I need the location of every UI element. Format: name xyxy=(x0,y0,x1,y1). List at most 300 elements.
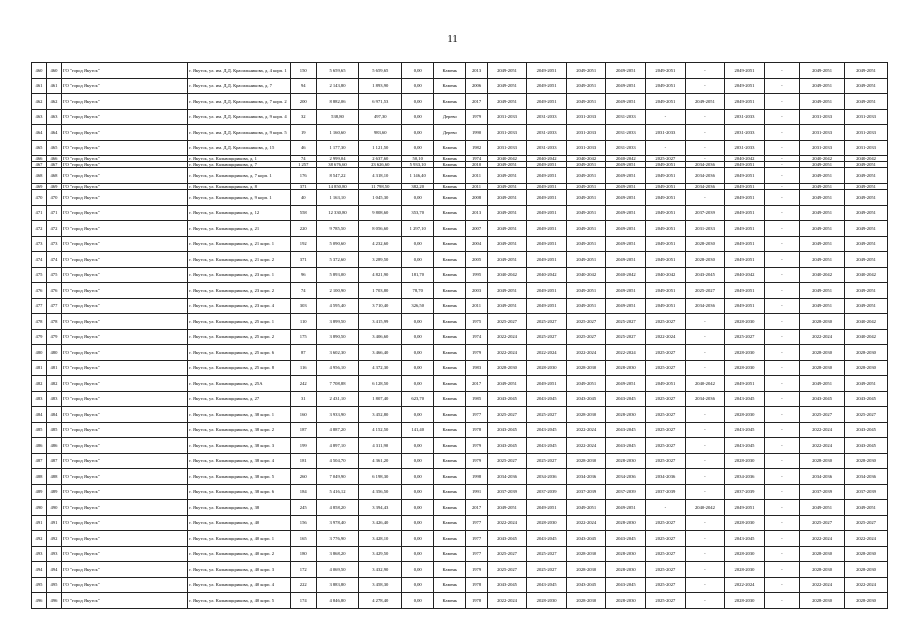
nonresidential-area-cell: 0,00 xyxy=(402,140,434,156)
address-cell: г. Якутск, ул. им. Д.Д. Красильникова, д. 7 xyxy=(188,78,291,94)
address-cell: г. Якутск, ул. Кальвицкрикова, д. 25 корп. 6 xyxy=(188,345,291,361)
term-9-cell: 2028-2030 xyxy=(800,453,845,469)
municipality-cell: ГО "город Якутск" xyxy=(61,252,187,268)
term-2-cell: 2049-2051 xyxy=(527,283,567,299)
term-3-cell: 2022-2024 xyxy=(566,345,606,361)
row-number-cell: 461 xyxy=(32,78,47,94)
nonresidential-area-cell: 0,00 xyxy=(402,577,434,593)
term-4-cell: 2040-2042 xyxy=(606,267,646,283)
row-number-cell: 463 xyxy=(32,109,47,125)
table-row xyxy=(32,562,888,578)
municipality-cell: ГО "город Якутск" xyxy=(61,190,187,206)
build-year-cell: 2017 xyxy=(466,500,487,516)
term-1-cell: 2034-2036 xyxy=(487,469,527,485)
row-number-cell: 495 xyxy=(32,577,47,593)
residents-cell: 242 xyxy=(290,376,316,392)
term-7-cell: 2031-2033 xyxy=(725,140,765,156)
term-10-cell: 2031-2033 xyxy=(845,109,888,125)
term-5-cell: 2022-2024 xyxy=(646,329,686,345)
term-1-cell: 2025-2027 xyxy=(487,314,527,330)
build-year-cell: 1978 xyxy=(466,593,487,609)
wall-material-cell: Камень xyxy=(434,298,466,314)
total-area-cell: 9 785,50 xyxy=(316,221,359,237)
term-4-cell: 2043-2045 xyxy=(606,577,646,593)
term-7-cell: 2043-2045 xyxy=(725,531,765,547)
row-number-cell: 494 xyxy=(32,562,47,578)
term-3-cell: 2028-2030 xyxy=(566,562,606,578)
wall-material-cell: Камень xyxy=(434,577,466,593)
table-row xyxy=(32,484,888,500)
municipality-cell: ГО "город Якутск" xyxy=(61,391,187,407)
table-row xyxy=(32,438,888,454)
wall-material-cell: Камень xyxy=(434,329,466,345)
nonresidential-area-cell: 0,00 xyxy=(402,407,434,423)
build-year-cell: 2003 xyxy=(466,283,487,299)
municipality-cell: ГО "город Якутск" xyxy=(61,94,187,110)
term-7-cell: 2049-2051 xyxy=(725,205,765,221)
term-9-cell: 2031-2033 xyxy=(800,140,845,156)
term-10-cell: 2040-2042 xyxy=(845,156,888,162)
term-10-cell: 2049-2051 xyxy=(845,221,888,237)
term-4-cell: 2031-2033 xyxy=(606,125,646,141)
term-1-cell: 2049-2051 xyxy=(487,63,527,79)
term-7-cell: 2031-2033 xyxy=(725,109,765,125)
record-number-cell: 476 xyxy=(46,283,61,299)
table-row xyxy=(32,391,888,407)
term-4-cell: 2028-2030 xyxy=(606,593,646,609)
living-area-cell: 4 311,90 xyxy=(359,438,402,454)
term-4-cell: 2049-2051 xyxy=(606,236,646,252)
term-8-cell: - xyxy=(764,168,799,184)
build-year-cell: 1978 xyxy=(466,422,487,438)
municipality-cell: ГО "город Якутск" xyxy=(61,78,187,94)
term-9-cell: 2040-2042 xyxy=(800,156,845,162)
nonresidential-area-cell: 0,00 xyxy=(402,515,434,531)
record-number-cell: 467 xyxy=(46,162,61,168)
term-9-cell: 2049-2051 xyxy=(800,500,845,516)
residents-cell: 245 xyxy=(290,500,316,516)
term-10-cell: 2049-2051 xyxy=(845,94,888,110)
term-2-cell: 2043-2045 xyxy=(527,438,567,454)
wall-material-cell: Камень xyxy=(434,190,466,206)
living-area-cell: 3 458,30 xyxy=(359,577,402,593)
wall-material-cell: Камень xyxy=(434,422,466,438)
table-row xyxy=(32,593,888,609)
address-cell: г. Якутск, ул. Кальвицкрикова, д. 7 корп. 1 xyxy=(188,168,291,184)
address-cell: г. Якутск, ул. Кальвицкрикова, д. 21 xyxy=(188,221,291,237)
build-year-cell: 1979 xyxy=(466,345,487,361)
total-area-cell: 2 100,90 xyxy=(316,283,359,299)
term-10-cell: 2049-2051 xyxy=(845,376,888,392)
term-8-cell: - xyxy=(764,183,799,189)
living-area-cell: 6 971,53 xyxy=(359,94,402,110)
living-area-cell: 6 198,30 xyxy=(359,469,402,485)
total-area-cell: 3 602,30 xyxy=(316,345,359,361)
term-2-cell: 2043-2045 xyxy=(527,577,567,593)
term-6-cell: - xyxy=(685,484,725,500)
term-9-cell: 2022-2024 xyxy=(800,329,845,345)
nonresidential-area-cell: 0,00 xyxy=(402,94,434,110)
total-area-cell: 5 893,00 xyxy=(316,267,359,283)
address-cell: г. Якутск, ул. им. Д.Д. Красильникова, д. 15 xyxy=(188,140,291,156)
total-area-cell: 2 143,80 xyxy=(316,78,359,94)
table-row xyxy=(32,376,888,392)
term-1-cell: 2043-2045 xyxy=(487,422,527,438)
term-6-cell: 2037-2039 xyxy=(685,205,725,221)
living-area-cell: 3 394,43 xyxy=(359,500,402,516)
term-10-cell: 2028-2030 xyxy=(845,360,888,376)
table-row xyxy=(32,500,888,516)
total-area-cell: 2 999,04 xyxy=(316,156,359,162)
wall-material-cell: Камень xyxy=(434,484,466,500)
term-7-cell: 2049-2051 xyxy=(725,252,765,268)
nonresidential-area-cell: 181,70 xyxy=(402,267,434,283)
term-7-cell: 2049-2051 xyxy=(725,168,765,184)
term-1-cell: 2022-2024 xyxy=(487,593,527,609)
table-row xyxy=(32,283,888,299)
term-4-cell: 2049-2051 xyxy=(606,252,646,268)
total-area-cell: 4 956,10 xyxy=(316,360,359,376)
term-9-cell: 2031-2033 xyxy=(800,109,845,125)
nonresidential-area-cell: 0,00 xyxy=(402,314,434,330)
term-10-cell: 2049-2051 xyxy=(845,183,888,189)
term-4-cell: 2049-2051 xyxy=(606,500,646,516)
nonresidential-area-cell: 0,00 xyxy=(402,236,434,252)
term-10-cell: 2049-2051 xyxy=(845,500,888,516)
term-10-cell: 2031-2033 xyxy=(845,125,888,141)
nonresidential-area-cell: 1 297,10 xyxy=(402,221,434,237)
address-cell: г. Якутск, ул. Кальвицкрикова, д. 38 корп. 5 xyxy=(188,469,291,485)
term-6-cell: - xyxy=(685,562,725,578)
term-10-cell: 2025-2027 xyxy=(845,407,888,423)
term-1-cell: 2049-2051 xyxy=(487,376,527,392)
term-8-cell: - xyxy=(764,546,799,562)
term-7-cell: 2049-2051 xyxy=(725,63,765,79)
term-2-cell: 2043-2045 xyxy=(527,422,567,438)
row-number-cell: 470 xyxy=(32,190,47,206)
nonresidential-area-cell: 0,00 xyxy=(402,63,434,79)
term-1-cell: 2049-2051 xyxy=(487,283,527,299)
municipality-cell: ГО "город Якутск" xyxy=(61,63,187,79)
term-5-cell: 2025-2027 xyxy=(646,515,686,531)
record-number-cell: 486 xyxy=(46,438,61,454)
term-3-cell: 2028-2030 xyxy=(566,546,606,562)
living-area-cell: 3 429,50 xyxy=(359,546,402,562)
wall-material-cell: Камень xyxy=(434,515,466,531)
municipality-cell: ГО "город Якутск" xyxy=(61,125,187,141)
residents-cell: 172 xyxy=(290,562,316,578)
address-cell: г. Якутск, ул. Кальвицкрикова, д. 25 корп. 8 xyxy=(188,360,291,376)
term-4-cell: 2049-2051 xyxy=(606,205,646,221)
term-2-cell: 2049-2051 xyxy=(527,500,567,516)
wall-material-cell: Камень xyxy=(434,168,466,184)
residents-cell: 74 xyxy=(290,283,316,299)
municipality-cell: ГО "город Якутск" xyxy=(61,453,187,469)
term-7-cell: 2049-2051 xyxy=(725,190,765,206)
living-area-cell: 3 415,99 xyxy=(359,314,402,330)
term-2-cell: 2025-2027 xyxy=(527,314,567,330)
term-1-cell: 2049-2051 xyxy=(487,221,527,237)
term-9-cell: 2043-2045 xyxy=(800,391,845,407)
address-cell: г. Якутск, ул. Кальвицкрикова, д. 40 корп. 4 xyxy=(188,577,291,593)
municipality-cell: ГО "город Якутск" xyxy=(61,109,187,125)
term-3-cell: 2025-2027 xyxy=(566,314,606,330)
build-year-cell: 1982 xyxy=(466,140,487,156)
living-area-cell: 4 152,50 xyxy=(359,422,402,438)
wall-material-cell: Камень xyxy=(434,593,466,609)
term-7-cell: 2028-2030 xyxy=(725,593,765,609)
municipality-cell: ГО "город Якутск" xyxy=(61,360,187,376)
term-7-cell: 2049-2051 xyxy=(725,500,765,516)
total-area-cell: 8 882,06 xyxy=(316,94,359,110)
term-3-cell: 2040-2042 xyxy=(566,267,606,283)
total-area-cell: 7 708,88 xyxy=(316,376,359,392)
term-9-cell: 2049-2051 xyxy=(800,63,845,79)
term-6-cell: 2040-2042 xyxy=(685,500,725,516)
build-year-cell: 1995 xyxy=(466,267,487,283)
term-6-cell: - xyxy=(685,125,725,141)
address-cell: г. Якутск, ул. Кальвицкрикова, д. 38 корп. 1 xyxy=(188,407,291,423)
term-6-cell: 2031-2033 xyxy=(685,221,725,237)
total-area-cell: 4 069,50 xyxy=(316,562,359,578)
record-number-cell: 471 xyxy=(46,205,61,221)
wall-material-cell: Камень xyxy=(434,500,466,516)
wall-material-cell: Камень xyxy=(434,283,466,299)
address-cell: г. Якутск, ул. Кальвицкрикова, д. 25А xyxy=(188,376,291,392)
residents-cell: 96 xyxy=(290,267,316,283)
total-area-cell: 5 090,60 xyxy=(316,236,359,252)
term-8-cell: - xyxy=(764,531,799,547)
residents-cell: 200 xyxy=(290,94,316,110)
living-area-cell: 1 807,40 xyxy=(359,391,402,407)
record-number-cell: 481 xyxy=(46,360,61,376)
term-4-cell: 2043-2045 xyxy=(606,438,646,454)
term-7-cell: 2025-2027 xyxy=(725,329,765,345)
municipality-cell: ГО "город Якутск" xyxy=(61,531,187,547)
term-2-cell: 2043-2045 xyxy=(527,531,567,547)
residents-cell: 181 xyxy=(290,453,316,469)
term-8-cell: - xyxy=(764,422,799,438)
living-area-cell: 23 626,60 xyxy=(359,162,402,168)
term-6-cell: - xyxy=(685,593,725,609)
municipality-cell: ГО "город Якутск" xyxy=(61,422,187,438)
term-4-cell: 2049-2051 xyxy=(606,190,646,206)
nonresidential-area-cell: 141,40 xyxy=(402,422,434,438)
table-row xyxy=(32,78,888,94)
term-10-cell: 2049-2051 xyxy=(845,162,888,168)
total-area-cell: 12 330,80 xyxy=(316,205,359,221)
build-year-cell: 1975 xyxy=(466,314,487,330)
term-9-cell: 2049-2051 xyxy=(800,78,845,94)
term-8-cell: - xyxy=(764,162,799,168)
row-number-cell: 471 xyxy=(32,205,47,221)
residents-cell: 184 xyxy=(290,484,316,500)
term-5-cell: 2040-2042 xyxy=(646,267,686,283)
term-1-cell: 2043-2045 xyxy=(487,577,527,593)
term-7-cell: 2049-2051 xyxy=(725,78,765,94)
term-8-cell: - xyxy=(764,345,799,361)
term-1-cell: 2049-2051 xyxy=(487,94,527,110)
term-7-cell: 2028-2030 xyxy=(725,345,765,361)
living-area-cell: 4 278,40 xyxy=(359,593,402,609)
nonresidential-area-cell: 623,70 xyxy=(402,391,434,407)
nonresidential-area-cell: 0,00 xyxy=(402,190,434,206)
term-5-cell: 2025-2027 xyxy=(646,156,686,162)
living-area-cell: 3 466,40 xyxy=(359,345,402,361)
wall-material-cell: Камень xyxy=(434,78,466,94)
term-4-cell: 2028-2030 xyxy=(606,515,646,531)
term-7-cell: 2043-2045 xyxy=(725,438,765,454)
term-2-cell: 2049-2051 xyxy=(527,252,567,268)
term-6-cell: 2028-2030 xyxy=(685,236,725,252)
term-3-cell: 2028-2030 xyxy=(566,360,606,376)
build-year-cell: 2007 xyxy=(466,221,487,237)
term-2-cell: 2049-2051 xyxy=(527,190,567,206)
total-area-cell: 5 659,65 xyxy=(316,63,359,79)
row-number-cell: 476 xyxy=(32,283,47,299)
term-10-cell: 2028-2030 xyxy=(845,593,888,609)
term-4-cell: 2043-2045 xyxy=(606,391,646,407)
term-9-cell: 2049-2051 xyxy=(800,298,845,314)
term-4-cell: 2049-2051 xyxy=(606,162,646,168)
row-number-cell: 493 xyxy=(32,546,47,562)
term-3-cell: 2049-2051 xyxy=(566,283,606,299)
residents-cell: 87 xyxy=(290,345,316,361)
term-7-cell: 2037-2039 xyxy=(725,484,765,500)
record-number-cell: 491 xyxy=(46,515,61,531)
build-year-cell: 2010 xyxy=(466,162,487,168)
address-cell: г. Якутск, ул. Кальвицкрикова, д. 9 корп. 1 xyxy=(188,190,291,206)
residents-cell: 220 xyxy=(290,221,316,237)
term-3-cell: 2049-2051 xyxy=(566,205,606,221)
wall-material-cell: Дерево xyxy=(434,109,466,125)
residents-cell: 160 xyxy=(290,407,316,423)
term-10-cell: 2028-2030 xyxy=(845,345,888,361)
term-9-cell: 2025-2027 xyxy=(800,407,845,423)
term-7-cell: 2043-2045 xyxy=(725,391,765,407)
living-area-cell: 1 703,80 xyxy=(359,283,402,299)
term-2-cell: 2040-2042 xyxy=(527,267,567,283)
term-6-cell: - xyxy=(685,63,725,79)
record-number-cell: 487 xyxy=(46,453,61,469)
table-row xyxy=(32,205,888,221)
term-9-cell: 2049-2051 xyxy=(800,168,845,184)
row-number-cell: 460 xyxy=(32,63,47,79)
term-10-cell: 2022-2024 xyxy=(845,531,888,547)
term-3-cell: 2037-2039 xyxy=(566,484,606,500)
nonresidential-area-cell: 0,00 xyxy=(402,125,434,141)
total-area-cell: 3 776,90 xyxy=(316,531,359,547)
build-year-cell: 2011 xyxy=(466,168,487,184)
term-8-cell: - xyxy=(764,236,799,252)
term-1-cell: 2049-2051 xyxy=(487,190,527,206)
record-number-cell: 472 xyxy=(46,221,61,237)
table-row xyxy=(32,109,888,125)
term-8-cell: - xyxy=(764,125,799,141)
address-cell: г. Якутск, ул. им. Д.Д. Красильникова, д. 9 корп. 4 xyxy=(188,109,291,125)
term-3-cell: 2022-2024 xyxy=(566,438,606,454)
total-area-cell: 4 887,20 xyxy=(316,422,359,438)
build-year-cell: 2011 xyxy=(466,298,487,314)
term-1-cell: 2049-2051 xyxy=(487,500,527,516)
term-9-cell: 2049-2051 xyxy=(800,190,845,206)
term-8-cell: - xyxy=(764,314,799,330)
living-area-cell: 1 121,50 xyxy=(359,140,402,156)
term-4-cell: 2049-2051 xyxy=(606,63,646,79)
total-area-cell: 3 899,50 xyxy=(316,314,359,330)
term-10-cell: 2040-2042 xyxy=(845,267,888,283)
term-4-cell: 2049-2051 xyxy=(606,221,646,237)
record-number-cell: 479 xyxy=(46,329,61,345)
term-5-cell: 2025-2027 xyxy=(646,546,686,562)
build-year-cell: 2017 xyxy=(466,94,487,110)
term-10-cell: 2043-2045 xyxy=(845,422,888,438)
total-area-cell: 4 595,40 xyxy=(316,298,359,314)
nonresidential-area-cell: 0,00 xyxy=(402,345,434,361)
term-3-cell: 2043-2045 xyxy=(566,391,606,407)
term-2-cell: 2025-2027 xyxy=(527,329,567,345)
term-6-cell: - xyxy=(685,78,725,94)
wall-material-cell: Камень xyxy=(434,376,466,392)
term-1-cell: 2037-2039 xyxy=(487,484,527,500)
nonresidential-area-cell: 1 146,40 xyxy=(402,168,434,184)
term-3-cell: 2049-2051 xyxy=(566,168,606,184)
term-8-cell: - xyxy=(764,469,799,485)
address-cell: г. Якутск, ул. Кальвицкрикова, д. 27 xyxy=(188,391,291,407)
wall-material-cell: Камень xyxy=(434,183,466,189)
total-area-cell: 4 897,10 xyxy=(316,438,359,454)
total-area-cell: 1 160,60 xyxy=(316,125,359,141)
address-cell: г. Якутск, ул. им. Д.Д. Красильникова, д. 7 корп. 2 xyxy=(188,94,291,110)
municipality-cell: ГО "город Якутск" xyxy=(61,577,187,593)
build-year-cell: 1977 xyxy=(466,546,487,562)
build-year-cell: 1979 xyxy=(466,562,487,578)
municipality-cell: ГО "город Якутск" xyxy=(61,140,187,156)
term-2-cell: 2025-2027 xyxy=(527,562,567,578)
term-8-cell: - xyxy=(764,205,799,221)
term-4-cell: 2025-2027 xyxy=(606,314,646,330)
row-number-cell: 465 xyxy=(32,140,47,156)
term-9-cell: 2022-2024 xyxy=(800,531,845,547)
municipality-cell: ГО "город Якутск" xyxy=(61,283,187,299)
row-number-cell: 477 xyxy=(32,298,47,314)
term-8-cell: - xyxy=(764,593,799,609)
wall-material-cell: Камень xyxy=(434,162,466,168)
record-number-cell: 464 xyxy=(46,125,61,141)
municipality-cell: ГО "город Якутск" xyxy=(61,593,187,609)
residents-cell: 116 xyxy=(290,360,316,376)
term-10-cell: 2025-2027 xyxy=(845,515,888,531)
row-number-cell: 484 xyxy=(32,407,47,423)
living-area-cell: 4 232,60 xyxy=(359,236,402,252)
wall-material-cell: Камень xyxy=(434,562,466,578)
nonresidential-area-cell: 0,00 xyxy=(402,109,434,125)
build-year-cell: 2006 xyxy=(466,78,487,94)
term-6-cell: 2028-2030 xyxy=(685,252,725,268)
record-number-cell: 493 xyxy=(46,546,61,562)
table-row xyxy=(32,221,888,237)
term-6-cell: 2040-2042 xyxy=(685,376,725,392)
term-5-cell: 2025-2027 xyxy=(646,531,686,547)
municipality-cell: ГО "город Якутск" xyxy=(61,329,187,345)
living-area-cell: 2 637,60 xyxy=(359,156,402,162)
wall-material-cell: Камень xyxy=(434,140,466,156)
term-2-cell: 2049-2051 xyxy=(527,94,567,110)
row-number-cell: 486 xyxy=(32,438,47,454)
living-area-cell: 3 428,10 xyxy=(359,531,402,547)
residents-cell: 94 xyxy=(290,78,316,94)
term-1-cell: 2049-2051 xyxy=(487,252,527,268)
